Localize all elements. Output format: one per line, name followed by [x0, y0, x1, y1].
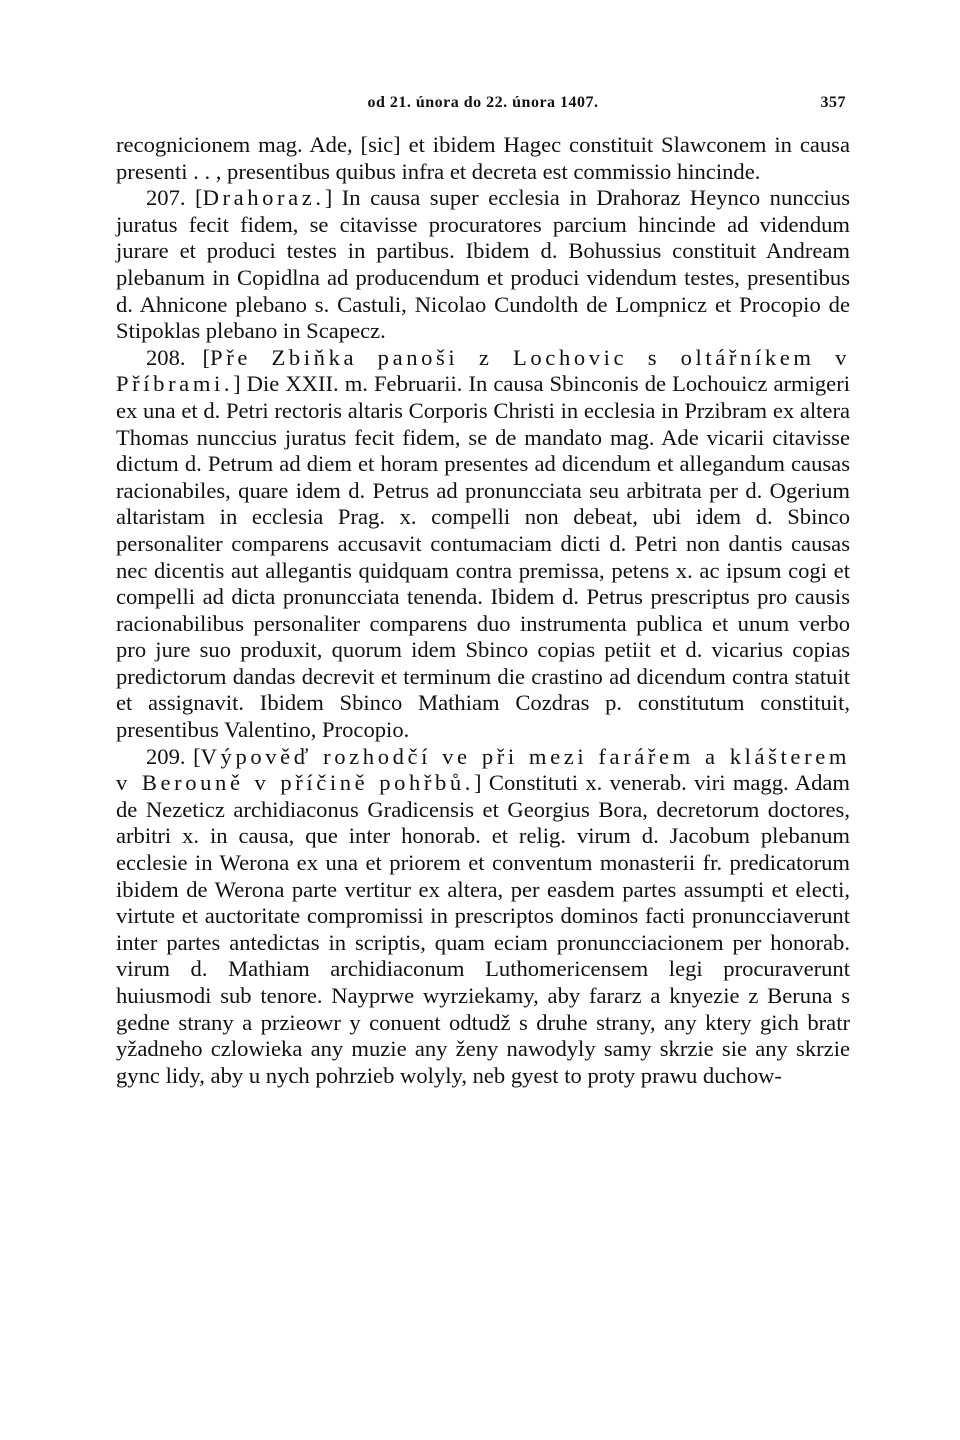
entry-209: [116, 744, 850, 1090]
body-text: [116, 132, 850, 1089]
entry-number: 207. [: [146, 185, 203, 211]
entry-text: ] Constituti x. venerab. viri magg. Adam de Nezeticz archidiaconus Gradicensis et Georgius Bora, decretorum doctores, arbitri x. in causa, que inter honorab. et relig. virum d. Jacobum plebanum ecclesie in Werona ex una et priorem et conventum monasterii fr. predicatorum ibidem de Werona parte vertitur ex altera, per easdem partes assumpti et electi, virtute et auctoritate compromissi in prescriptos dominos facti pronuncciaverunt inter partes antedictas in scriptis, quam eciam pronuncciacionem per honorab. virum d. Mathiam archidiaconum Luthomericensem legi procuraverunt huiusmodi sub tenore. Nayprwe wyrziekamy, aby fararz a knyezie z Beruna s gedne strany a przieowr y conuent odtudž s druhe strany, any ktery gich bratr yžadneho czlowieka any muzie any ženy nawodyly samy skrzie sie any skrzie gync lidy, aby u nych pohrzieb wolyly, neb gyest to proty prawu duchow-: [116, 770, 850, 1088]
entry-heading: Výpověď rozhodčí ve při mezi farářem a klášterem v Berouně v příčině pohřbů.: [116, 743, 850, 796]
entry-number: 208. [: [146, 344, 211, 370]
document-page: [116, 86, 850, 1089]
paragraph-continuation: recognicionem mag. Ade, [sic] et ibidem Hagec constituit Slawconem in causa presenti . . , presentibus quibus infra et decreta est commissio hincinde.: [116, 132, 850, 184]
entry-208: [116, 345, 850, 744]
entry-text: ] Die XXII. m. Februarii. In causa Sbinconis de Lochouicz armigeri ex una et d. Petri rectoris altaris Corporis Christi in ecclesia in Przibram ex altera Thomas nunccius juratus fecit fidem, se de mandato mag. Ade vicarii citavisse dictum d. Petrum ad diem et horam presentes ad dicendum et allegandum causas racionabiles, quare idem d. Petrus ad pronuncciata seu arbitrata per d. Ogerium altaristam in ecclesia Prag. x. compelli non debeat, ubi idem d. Sbinco personaliter comparens accusavit contumaciam dicti d. Petri non dantis causas nec dicentis aut allegantis quidquam contra premissa, petens x. ac ipsum cogi et compelli ad dicta pronuncciata tenenda. Ibidem d. Petrus prescriptus pro causis racionabilibus personaliter comparens duo instrumenta publica et unum verbo pro jure suo produxit, quorum idem Sbinco copias petiit et d. vicarius copias predictorum dandas decrevit et terminum die crastino ad dicendum contra statuit et assignavit. Ibidem Sbinco Mathiam Cozdras p. constitutum constituit, presentibus Valentino, Procopio.: [116, 371, 850, 743]
entry-207: [116, 185, 850, 345]
entry-text: ] In causa super ecclesia in Drahoraz Heynco nunccius juratus fecit fidem, se citavisse procuratores parcium hincinde ad videndum jurare et produci testes in partibus. Ibidem d. Bohussius constituit Andream plebanum in Copidlna ad producendum et produci videndum testes, presentibus d. Ahnicone plebano s. Castuli, Nicolao Cundolth de Lompnicz et Procopio de Stipoklas plebano in Scapecz.: [116, 185, 851, 344]
entry-heading: Drahoraz.: [202, 185, 325, 211]
running-title: od 21. února do 22. února 1407.: [367, 94, 599, 111]
page-number: 357: [820, 94, 846, 111]
entry-heading: Pře Zbiňka panoši z Lochovic s oltářníkem v Příbrami.: [116, 344, 850, 397]
entry-number: 209. [: [146, 743, 201, 769]
running-head: [116, 86, 850, 120]
